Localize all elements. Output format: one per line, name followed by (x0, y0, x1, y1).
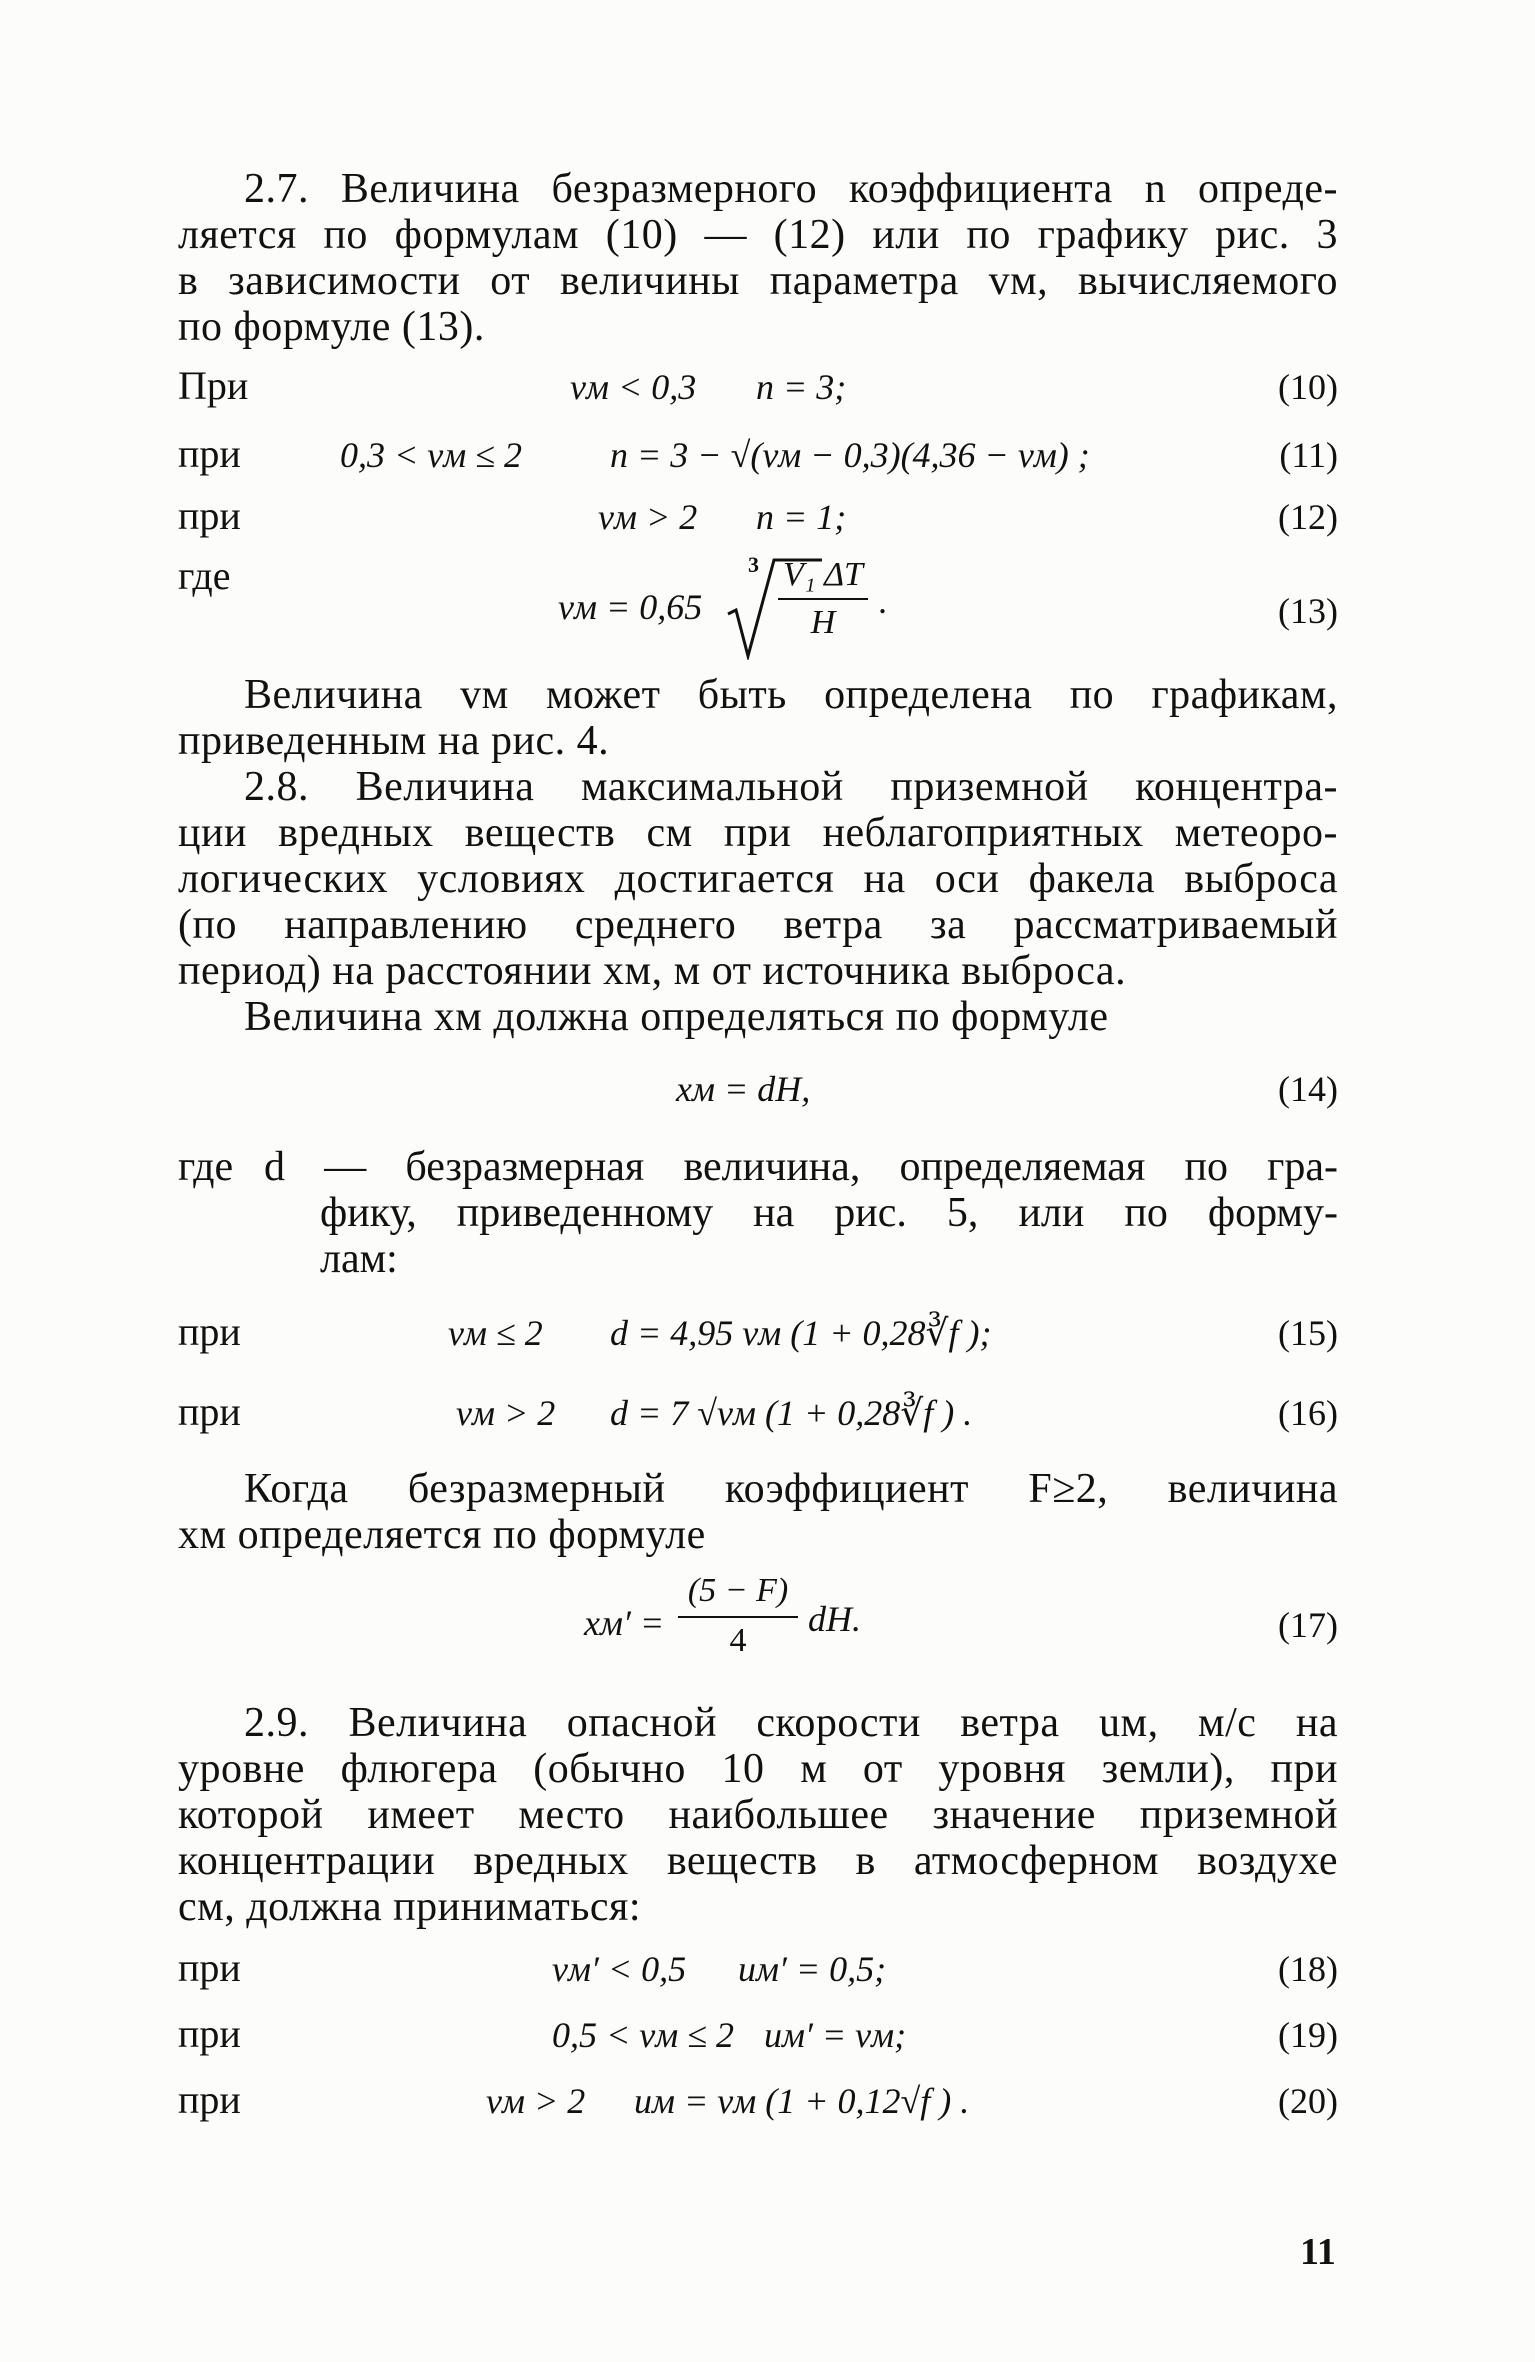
equation-number: (19) (1278, 2015, 1338, 2055)
equation-tail: dH. (808, 1599, 861, 1639)
fraction-bar (778, 598, 868, 600)
equation-18 (178, 1944, 1338, 2000)
equation-17 (178, 1572, 1338, 1672)
equation-label: при (178, 431, 241, 476)
text-line: в зависимости от величины параметра vм, вычисляемого (178, 258, 1338, 304)
root-index: 3 (748, 552, 759, 577)
equation-formula: uм′ = 0,5; (738, 1949, 887, 1989)
equation-19 (178, 2010, 1338, 2066)
equation-number: (20) (1278, 2081, 1338, 2121)
text-line: (по направлению среднего ветра за рассматриваемый (178, 902, 1338, 948)
equation-condition: vм > 2 (456, 1393, 556, 1433)
equation-condition: vм > 2 (598, 497, 698, 537)
equation-label: при (178, 1309, 241, 1354)
text-line: фику, приведенному на рис. 5, или по форму- (320, 1190, 1338, 1236)
equation-label: При (178, 363, 249, 408)
text-line: cм, должна приниматься: (178, 1884, 642, 1930)
text-line: приведенным на рис. 4. (178, 718, 610, 764)
text-line: d — безразмерная величина, определяемая по гра- (264, 1144, 1338, 1190)
where-label: где (178, 1144, 234, 1190)
definition-d (178, 1144, 1338, 1284)
equation-13 (178, 552, 1338, 662)
equation-number: (15) (1278, 1313, 1338, 1353)
equation-11 (178, 430, 1338, 486)
equation-label: при (178, 2077, 241, 2122)
text-line: уровне флюгера (обычно 10 м от уровня земли), при (178, 1746, 1338, 1792)
equation-condition: vм < 0,3 (570, 367, 697, 407)
equation-number: (16) (1278, 1393, 1338, 1433)
text-line: xм определяется по формуле (178, 1512, 706, 1558)
text-line: лам: (320, 1236, 398, 1282)
text-line: логических условиях достигается на оси факела выброса (178, 856, 1338, 902)
equation-condition: vм > 2 (486, 2081, 586, 2121)
equation-lhs: xм′ = (584, 1603, 665, 1643)
equation-condition: 0,3 < vм ≤ 2 (340, 435, 523, 475)
equation-tail: . (878, 581, 887, 621)
paragraph-xm (178, 994, 1338, 1040)
fraction-denominator: 4 (729, 1622, 747, 1659)
text-line: по формуле (13). (178, 304, 485, 350)
equation-10 (178, 362, 1338, 418)
text-line: 2.7. Величина безразмерного коэффициента n опреде- (244, 166, 1338, 212)
equation-16 (178, 1388, 1338, 1444)
text-line: Величина vм может быть определена по графикам, (244, 672, 1338, 718)
equation-formula: xм = dH, (676, 1069, 811, 1109)
paragraph-2-7 (178, 166, 1338, 350)
equation-condition: vм′ < 0,5 (552, 1949, 687, 1989)
equation-label: где (178, 553, 231, 598)
equation-label: при (178, 493, 241, 538)
text-line: 2.9. Величина опасной скорости ветра uм, м/с на (244, 1700, 1338, 1746)
text-line: Когда безразмерный коэффициент F≥2, величина (244, 1466, 1338, 1512)
text-line: Величина xм должна определяться по формуле (244, 994, 1109, 1040)
equation-number: (14) (1278, 1069, 1338, 1109)
equation-formula: n = 3 − √(vм − 0,3)(4,36 − vм) ; (610, 435, 1090, 475)
paragraph-F (178, 1466, 1338, 1558)
equation-number: (17) (1278, 1605, 1338, 1645)
cube-root-sign-icon (726, 556, 1026, 660)
equation-formula: d = 4,95 vм (1 + 0,28∛f ); (610, 1313, 992, 1353)
equation-number: (10) (1278, 367, 1338, 407)
equation-label: при (178, 2011, 241, 2056)
equation-number: (11) (1279, 435, 1338, 475)
equation-formula: n = 1; (756, 497, 847, 537)
equation-formula: uм = vм (1 + 0,12√f ) . (634, 2081, 970, 2121)
paragraph-2-9 (178, 1700, 1338, 1930)
equation-formula: uм′ = vм; (764, 2015, 907, 2055)
equation-number: (18) (1278, 1949, 1338, 1989)
page-number: 11 (1300, 2231, 1336, 2273)
equation-label: при (178, 1945, 241, 1990)
equation-label: при (178, 1389, 241, 1434)
equation-number: (12) (1278, 497, 1338, 537)
equation-formula: d = 7 √vм (1 + 0,28∛f ) . (610, 1393, 973, 1433)
text-line: которой имеет место наибольшее значение приземной (178, 1792, 1338, 1838)
paragraph-2-8 (178, 764, 1338, 994)
fraction-numerator: (5 − F) (687, 1572, 789, 1609)
text-line: ляется по формулам (10) — (12) или по графику рис. 3 (178, 212, 1338, 258)
fraction-bar (678, 1616, 798, 1618)
text-line: период) на расстоянии xм, м от источника выброса. (178, 948, 1127, 994)
text-line: концентрации вредных веществ в атмосферном воздухе (178, 1838, 1338, 1884)
text-line: ции вредных веществ cм при неблагоприятных метеоро- (178, 810, 1338, 856)
equation-14 (178, 1064, 1338, 1120)
equation-condition: 0,5 < vм ≤ 2 (552, 2015, 735, 2055)
equation-12 (178, 492, 1338, 548)
equation-lhs: vм = 0,65 (558, 587, 703, 627)
equation-formula: n = 3; (756, 367, 847, 407)
text-line: 2.8. Величина максимальной приземной концентра- (244, 764, 1338, 810)
equation-condition: vм ≤ 2 (448, 1313, 543, 1353)
equation-number: (13) (1278, 591, 1338, 631)
equation-15 (178, 1308, 1338, 1364)
fraction-numerator: V₁ ΔT (783, 556, 863, 593)
fraction-denominator: H (810, 604, 836, 641)
paragraph-vm (178, 672, 1338, 764)
equation-20 (178, 2076, 1338, 2132)
